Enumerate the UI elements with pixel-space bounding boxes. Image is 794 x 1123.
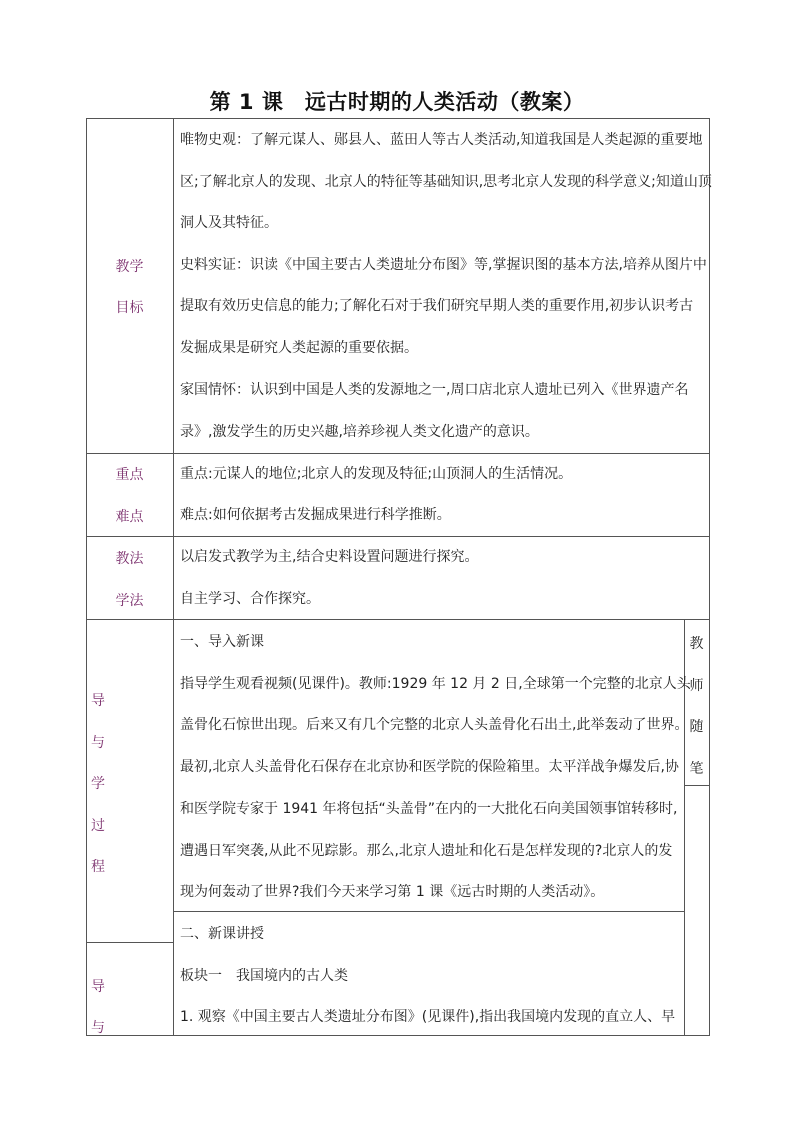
- goals-line: 录》,激发学生的历史兴趣,培养珍视人类文化遗产的意识。: [180, 424, 539, 440]
- intro-line: 指导学生观看视频(见课件)。教师:1929 年 12 月 2 日,全球第一个完整的北京人头: [180, 676, 691, 692]
- goals-line: 发掘成果是研究人类起源的重要依据。: [180, 340, 418, 356]
- process-label-char: 导: [91, 693, 105, 709]
- intro-line: 现为何轰动了世界?我们今天来学习第 1 课《远古时期的人类活动》。: [180, 884, 605, 900]
- intro-line: 最初,北京人头盖骨化石保存在北京协和医学院的保险箱里。太平洋战争爆发后,协: [180, 759, 679, 775]
- goals-line: 提取有效历史信息的能力;了解化石对于我们研究早期人类的重要作用,初步认识考古: [180, 298, 694, 314]
- row-divider: [86, 619, 710, 620]
- new-line: 1. 观察《中国主要古人类遗址分布图》(见课件),指出我国境内发现的直立人、早: [180, 1009, 676, 1025]
- process2-label-char: 与: [91, 1020, 105, 1036]
- keypoints-label-1: 重点: [115, 467, 144, 483]
- keypoints-label-2: 难点: [115, 509, 144, 525]
- process-label-char: 过: [91, 818, 105, 834]
- row-divider: [86, 942, 173, 943]
- goals-line: 家国情怀：认识到中国是人类的发源地之一,周口店北京人遗址已列入《世界遗产名: [180, 382, 689, 398]
- goals-label-2: 目标: [115, 300, 144, 316]
- process-label-char: 学: [91, 776, 105, 792]
- intro-line: 和医学院专家于 1941 年将包括“头盖骨”在内的一大批化石向美国领事馆转移时,: [180, 801, 678, 817]
- process-label-char: 程: [91, 859, 105, 875]
- intro-line: 盖骨化石惊世出现。后来又有几个完整的北京人头盖骨化石出土,此举轰动了世界。: [180, 717, 689, 733]
- goals-line: 洞人及其特征。: [180, 215, 278, 231]
- intro-heading: 一、导入新课: [180, 634, 264, 650]
- new-heading: 二、新课讲授: [180, 926, 264, 942]
- row-divider: [86, 453, 710, 454]
- methods-line: 以启发式教学为主,结合史料设置问题进行探究。: [180, 549, 479, 565]
- new-line: 板块一 我国境内的古人类: [180, 968, 348, 984]
- page-title: 第 1 课 远古时期的人类活动（教案）: [209, 90, 585, 114]
- row-divider: [86, 536, 710, 537]
- row-divider: [173, 911, 684, 912]
- column-divider: [173, 118, 174, 1036]
- methods-label-1: 教法: [115, 551, 144, 567]
- methods-line: 自主学习、合作探究。: [180, 591, 320, 607]
- goals-line: 唯物史观：了解元谋人、郧县人、蓝田人等古人类活动,知道我国是人类起源的重要地: [180, 132, 703, 148]
- teacher-notes-char: 随: [689, 719, 704, 735]
- process2-label-char: 导: [91, 979, 105, 995]
- teacher-notes-char: 师: [689, 678, 704, 694]
- keypoints-line: 重点:元谋人的地位;北京人的发现及特征;山顶洞人的生活情况。: [180, 466, 573, 482]
- teacher-notes-char: 教: [689, 636, 704, 652]
- goals-line: 史料实证：识读《中国主要古人类遗址分布图》等,掌握识图的基本方法,培养从图片中: [180, 257, 707, 273]
- goals-line: 区;了解北京人的发现、北京人的特征等基础知识,思考北京人发现的科学意义;知道山顶: [180, 174, 712, 190]
- keypoints-line: 难点:如何依据考古发掘成果进行科学推断。: [180, 507, 451, 523]
- intro-line: 遭遇日军突袭,从此不见踪影。那么,北京人遗址和化石是怎样发现的?北京人的发: [180, 843, 673, 859]
- methods-label-2: 学法: [115, 593, 144, 609]
- goals-label-1: 教学: [115, 259, 144, 275]
- teacher-notes-char: 笔: [689, 761, 704, 777]
- row-divider: [684, 785, 710, 786]
- process-label-char: 与: [91, 735, 105, 751]
